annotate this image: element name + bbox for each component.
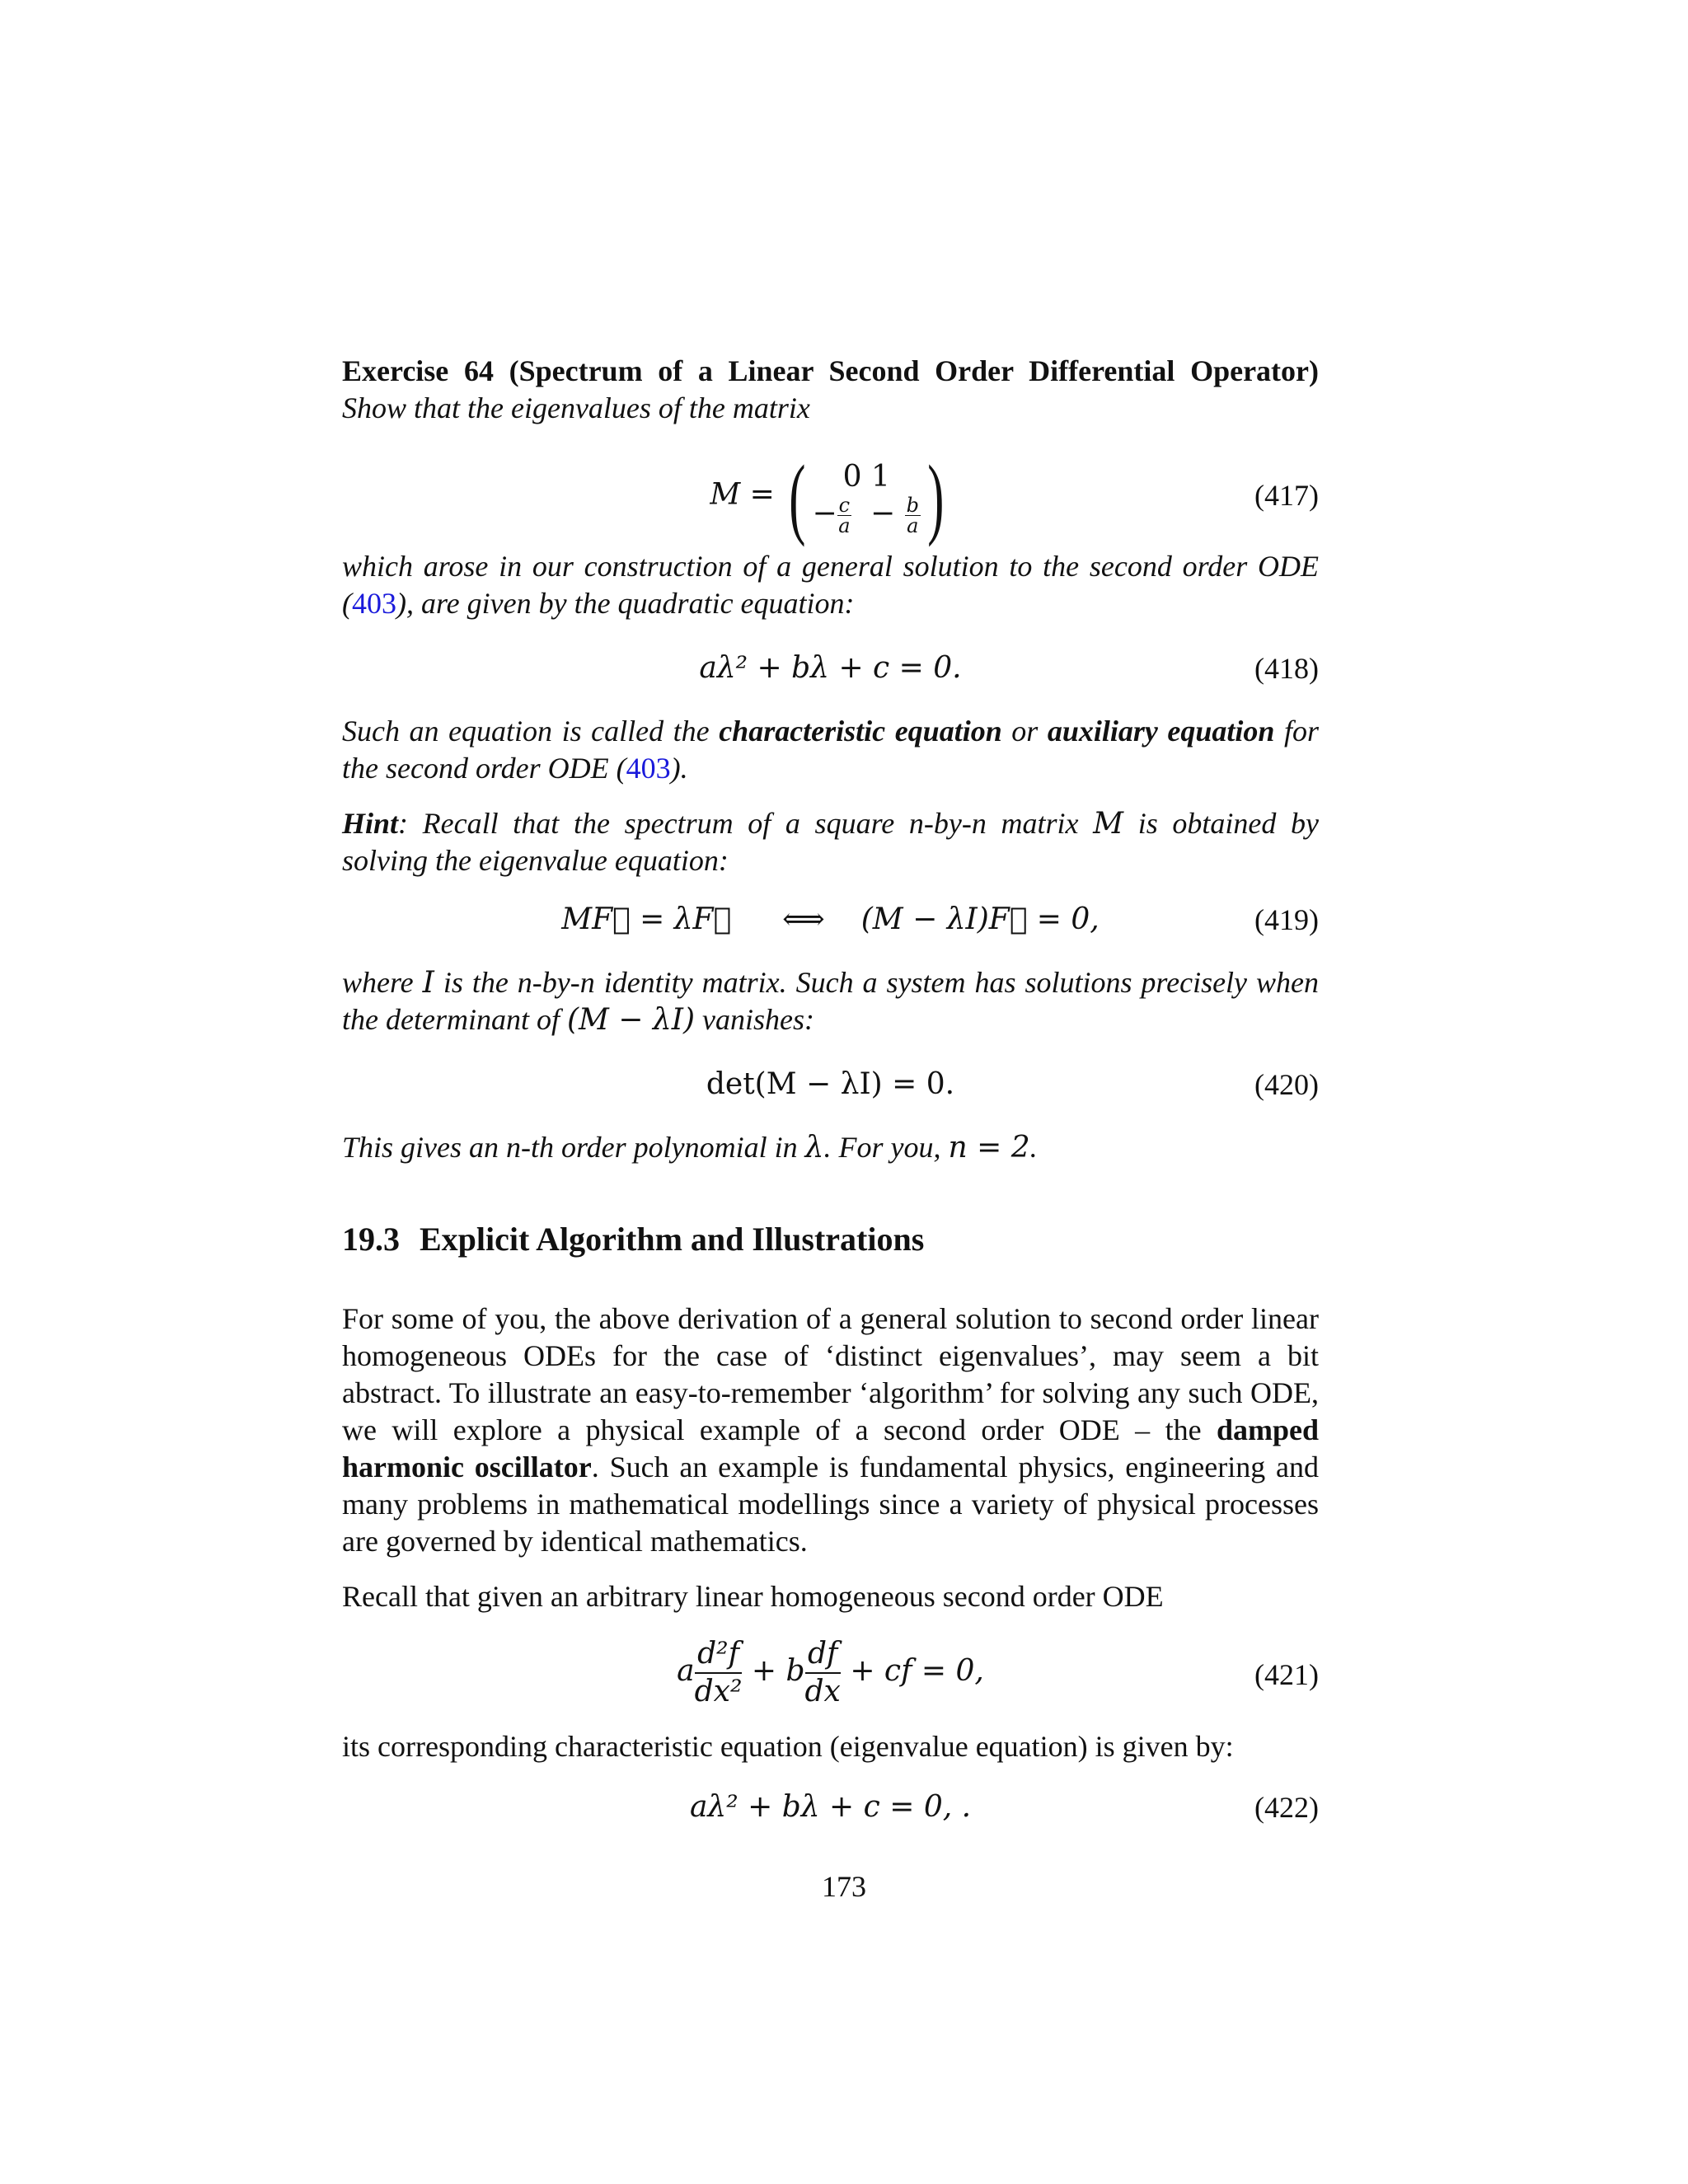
paragraph-after-417: which arose in our construction of a general solution to the second order ODE (403), are given by the quadratic equation: — [342, 550, 1319, 620]
equation-419: MF⃗ = λF⃗ ⟺ (M − λI)F⃗ = 0, (419) — [561, 902, 1319, 936]
equation-ref-403[interactable]: 403 — [626, 752, 671, 785]
hint-label: Hint — [342, 807, 399, 840]
matrix-m — [812, 459, 921, 536]
section-title: Explicit Algorithm and Illustrations — [420, 1221, 925, 1258]
section-number: 19.3 — [342, 1221, 400, 1258]
damped-harmonic-oscillator-term: damped harmonic oscillator — [342, 1413, 1319, 1483]
hint-paragraph: Hint: Recall that the spectrum of a square n-by-n matrix M is obtained by solving the eigenvalue equation: — [342, 807, 1319, 877]
where-paragraph: where I is the n-by-n identity matrix. Such a system has solutions precisely when the determinant of (M − λI) vanishes: — [342, 966, 1319, 1037]
auxiliary-equation-term: auxiliary equation — [1047, 715, 1275, 748]
exercise-lead: Show that the eigenvalues of the matrix — [342, 391, 810, 424]
body-paragraph-2: Recall that given an arbitrary linear homogeneous second order ODE — [342, 1580, 1164, 1613]
right-paren: ) — [927, 447, 945, 547]
body-paragraph-1: For some of you, the above derivation of a general solution to second order linear homogeneous ODEs for the case of ‘distinct eigenvalues’, may seem a bit abstract. To illustrate an easy-to-remember ‘algorithm’ for solving any such ODE, we will explore a physical example of a second order ODE – the damped harmonic oscillator. Such an example is fundamental physics, engineering and many problems in mathematical modellings since a variety of physical processes are governed by identical mathematics. — [342, 1302, 1320, 1558]
equation-number: (420) — [1254, 1068, 1319, 1101]
equation-421: a $\frac{\text{d²f}}{\text{dx²}}$ + b $\frac{df}{dx}$ + cf = 0, (421) — [677, 1637, 1319, 1708]
matrix-row-2: − $\frac{c}{a}$ − $\frac{b}{a}$ — [812, 493, 919, 537]
equation-417-body: M = ( 0 1 − $\frac{c}{a}$ − $\frac{b}{a}$ ) — [710, 447, 945, 547]
characteristic-equation-term: characteristic equation — [719, 715, 1002, 748]
characteristic-paragraph: Such an equation is called the characteristic equation or auxiliary equation for the second order ODE (403). — [342, 715, 1319, 785]
body-paragraph-3: its corresponding characteristic equation (eigenvalue equation) is given by: — [342, 1730, 1234, 1763]
equation-420: det(M − λI) = 0. (420) — [706, 1067, 1319, 1101]
exercise-title: Exercise 64 (Spectrum of a Linear Second Order Differential Operator) — [342, 354, 1319, 387]
equation-number: (421) — [1254, 1658, 1319, 1691]
section-heading — [342, 1220, 924, 1258]
left-paren: ( — [789, 447, 806, 547]
exercise-intro — [342, 353, 1319, 427]
equation-number: (418) — [1254, 652, 1319, 685]
matrix-row-1: 0 1 — [842, 459, 890, 494]
equation-ref-403[interactable]: 403 — [352, 587, 396, 620]
page-number: 173 — [822, 1870, 866, 1903]
equation-number: (419) — [1254, 903, 1319, 936]
equation-number: (417) — [1254, 479, 1319, 512]
gives-paragraph: This gives an n-th order polynomial in λ. For you, n = 2. — [342, 1131, 1038, 1165]
equation-number: (422) — [1254, 1791, 1319, 1824]
equation-418: aλ² + bλ + c = 0. (418) — [699, 651, 1319, 685]
equation-422: aλ² + bλ + c = 0, . (422) — [689, 1790, 1319, 1824]
equation-417 — [342, 447, 1319, 547]
